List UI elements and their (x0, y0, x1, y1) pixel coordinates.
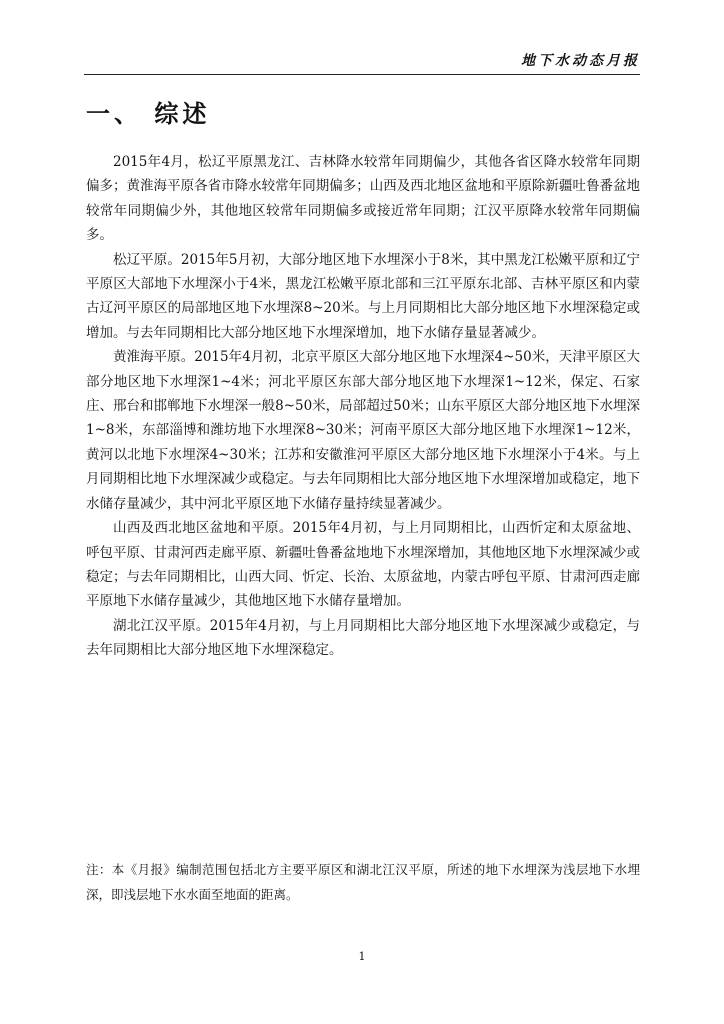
paragraph-huanghuaihai: 黄淮海平原。2015年4月初，北京平原区大部分地区地下水埋深4~50米，天津平原区大部分地区地下水埋深1~4米；河北平原区东部大部分地区地下水埋深1~12米，保定、石家庄、邢台和邯郸地下水埋深一般8~50米，局部超过50米；山东平原区大部分地区地下水埋深1~8米，东部淄博和潍坊地下水埋深8~30米；河南平原区大部分地区地下水埋深1~12米，黄河以北地下水埋深4~30米；江苏和安徽淮河平原区大部分地区地下水埋深小于4米。与上月同期相比地下水埋深减少或稳定。与去年同期相比大部分地区地下水埋深增加或稳定，地下水储存量减少，其中河北平原区地下水储存量持续显著减少。 (86, 349, 640, 512)
header-title: 地下水动态月报 (521, 53, 640, 69)
paragraph-shanxi-northwest: 山西及西北地区盆地和平原。2015年4月初，与上月同期相比，山西忻定和太原盆地、呼包平原、甘肃河西走廊平原、新疆吐鲁番盆地地下水埋深增加，其他地区地下水埋深减少或稳定；与去年同期相比，山西大同、忻定、长治、太原盆地，内蒙古呼包平原、甘肃河西走廊平原地下水储存量减少，其他地区地下水储存量增加。 (86, 520, 640, 610)
paragraph-songliao: 松辽平原。2015年5月初，大部分地区地下水埋深小于8米，其中黑龙江松嫩平原和辽宁平原区大部地下水埋深小于4米，黑龙江松嫩平原北部和三江平原东北部、吉林平原区和内蒙古辽河平原区的局部地区地下水埋深8~20米。与上月同期相比大部分地区地下水埋深稳定或增加。与去年同期相比大部分地区地下水埋深增加，地下水储存量显著减少。 (86, 251, 640, 341)
body-text (86, 150, 640, 663)
paragraph-jianghan: 湖北江汉平原。2015年4月初，与上月同期相比大部分地区地下水埋深减少或稳定，与去年同期相比大部分地区地下水埋深稳定。 (86, 617, 640, 659)
paragraph-overview: 2015年4月，松辽平原黑龙江、吉林降水较常年同期偏少，其他各省区降水较常年同期偏多；黄淮海平原各省市降水较常年同期偏多；山西及西北地区盆地和平原除新疆吐鲁番盆地较常年同期偏少外，其他地区较常年同期偏多或接近常年同期；江汉平原降水较常年同期偏多。 (86, 154, 640, 244)
footnote: 注：本《月报》编制范围包括北方主要平原区和湖北江汉平原，所述的地下水埋深为浅层地下水埋深，即浅层地下水水面至地面的距离。 (86, 862, 640, 902)
page-number: 1 (358, 950, 366, 963)
section-heading: 一、 综述 (86, 100, 211, 128)
header-rule (84, 74, 640, 75)
